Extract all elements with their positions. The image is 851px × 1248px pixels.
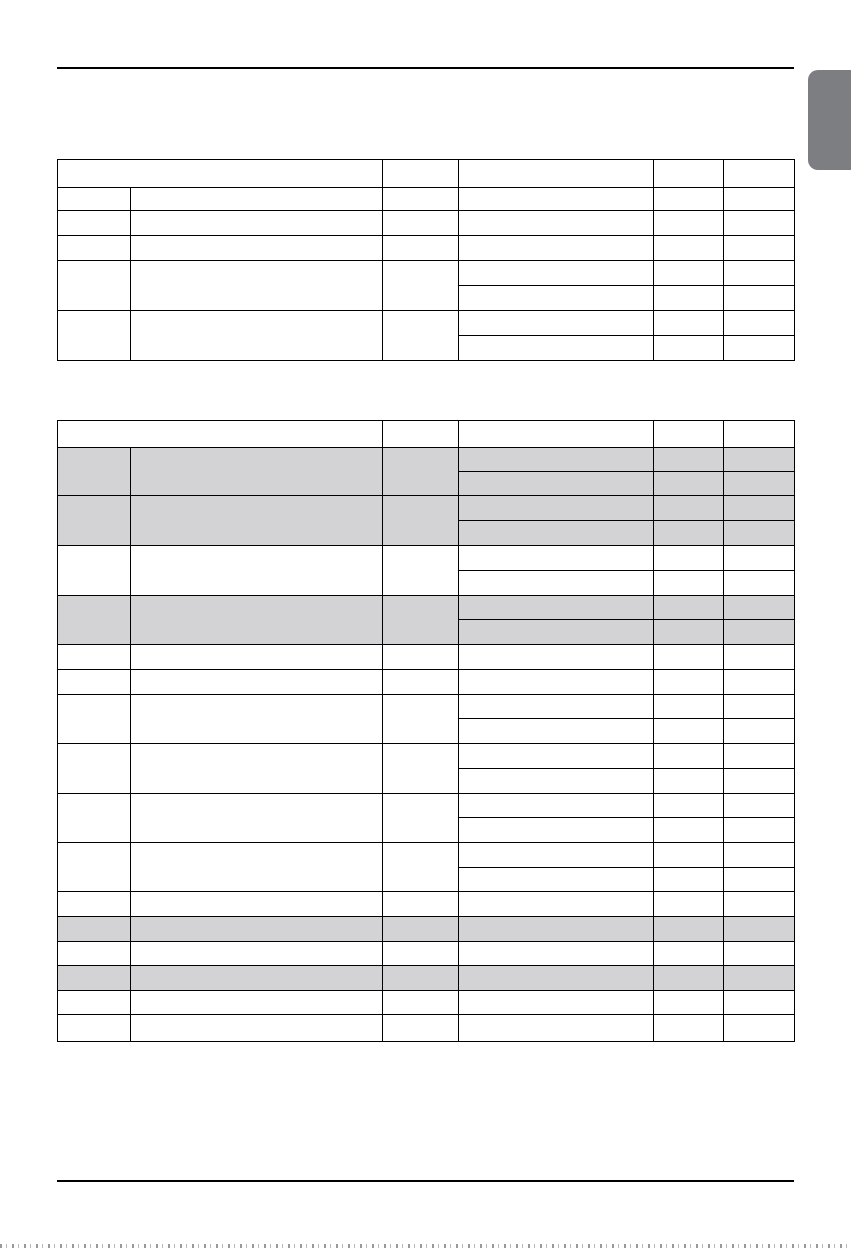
table-cell bbox=[459, 1015, 654, 1042]
table-cell bbox=[58, 744, 131, 794]
table-cell bbox=[724, 472, 795, 496]
table-cell bbox=[383, 744, 459, 794]
table-cell bbox=[383, 236, 459, 261]
table-cell bbox=[724, 695, 795, 719]
table-cell bbox=[58, 261, 131, 311]
table-row bbox=[58, 744, 795, 769]
table-row bbox=[58, 496, 795, 521]
table-2-grid bbox=[57, 420, 795, 1042]
table-cell bbox=[131, 670, 383, 695]
table-cell bbox=[654, 942, 724, 966]
table-2-header-cell bbox=[58, 421, 383, 448]
table-cell bbox=[654, 261, 724, 286]
table-1-header-cell bbox=[459, 160, 654, 188]
table-cell bbox=[383, 966, 459, 991]
table-cell bbox=[459, 868, 654, 892]
table-cell bbox=[58, 670, 131, 695]
table-cell bbox=[131, 211, 383, 236]
table-cell bbox=[724, 892, 795, 917]
table-cell bbox=[58, 892, 131, 917]
table-row bbox=[58, 1015, 795, 1042]
table-cell bbox=[131, 596, 383, 645]
table-cell bbox=[724, 496, 795, 521]
table-cell bbox=[459, 496, 654, 521]
table-cell bbox=[459, 571, 654, 596]
spec-table-1 bbox=[57, 159, 794, 361]
table-row bbox=[58, 448, 795, 472]
table-1-grid bbox=[57, 159, 795, 361]
table-cell bbox=[58, 188, 131, 211]
table-cell bbox=[459, 472, 654, 496]
table-cell bbox=[131, 236, 383, 261]
table-2-header-cell bbox=[654, 421, 724, 448]
table-row bbox=[58, 843, 795, 868]
table-cell bbox=[459, 521, 654, 546]
table-cell bbox=[724, 188, 795, 211]
table-row bbox=[58, 546, 795, 571]
table-cell bbox=[459, 794, 654, 818]
table-cell bbox=[459, 311, 654, 336]
table-cell bbox=[459, 966, 654, 991]
table-row bbox=[58, 670, 795, 695]
table-cell bbox=[58, 546, 131, 596]
table-cell bbox=[58, 695, 131, 744]
table-row bbox=[58, 311, 795, 336]
table-cell bbox=[459, 620, 654, 645]
table-cell bbox=[654, 892, 724, 917]
table-cell bbox=[459, 744, 654, 769]
table-cell bbox=[383, 892, 459, 917]
table-cell bbox=[724, 521, 795, 546]
table-cell bbox=[131, 261, 383, 311]
table-cell bbox=[654, 1015, 724, 1042]
table-cell bbox=[58, 236, 131, 261]
table-cell bbox=[383, 211, 459, 236]
table-cell bbox=[383, 670, 459, 695]
table-cell bbox=[459, 670, 654, 695]
table-cell bbox=[383, 991, 459, 1015]
table-cell bbox=[131, 546, 383, 596]
table-cell bbox=[383, 496, 459, 546]
table-cell bbox=[383, 311, 459, 361]
table-row bbox=[58, 892, 795, 917]
table-cell bbox=[383, 188, 459, 211]
table-cell bbox=[383, 546, 459, 596]
table-cell bbox=[58, 991, 131, 1015]
table-cell bbox=[459, 942, 654, 966]
table-cell bbox=[131, 496, 383, 546]
table-2-header-cell bbox=[383, 421, 459, 448]
table-cell bbox=[459, 211, 654, 236]
table-cell bbox=[654, 670, 724, 695]
table-cell bbox=[131, 695, 383, 744]
table-cell bbox=[383, 645, 459, 670]
table-cell bbox=[383, 917, 459, 942]
table-cell bbox=[724, 670, 795, 695]
table-2-header-row bbox=[58, 421, 795, 448]
table-cell bbox=[654, 286, 724, 311]
table-cell bbox=[654, 521, 724, 546]
table-cell bbox=[131, 942, 383, 966]
table-cell bbox=[459, 719, 654, 744]
table-row bbox=[58, 188, 795, 211]
table-cell bbox=[383, 596, 459, 645]
table-cell bbox=[58, 311, 131, 361]
table-row bbox=[58, 261, 795, 286]
table-cell bbox=[58, 645, 131, 670]
table-cell bbox=[383, 942, 459, 966]
table-cell bbox=[654, 496, 724, 521]
table-cell bbox=[459, 546, 654, 571]
table-cell bbox=[58, 794, 131, 843]
table-cell bbox=[654, 794, 724, 818]
table-row bbox=[58, 942, 795, 966]
scan-edge-marks bbox=[0, 1244, 851, 1248]
table-cell bbox=[459, 917, 654, 942]
table-cell bbox=[459, 645, 654, 670]
table-cell bbox=[58, 917, 131, 942]
table-cell bbox=[654, 991, 724, 1015]
table-row bbox=[58, 211, 795, 236]
table-cell bbox=[724, 645, 795, 670]
table-row bbox=[58, 596, 795, 620]
table-row bbox=[58, 695, 795, 719]
table-cell bbox=[131, 1015, 383, 1042]
table-cell bbox=[724, 868, 795, 892]
table-cell bbox=[131, 917, 383, 942]
table-cell bbox=[131, 744, 383, 794]
table-cell bbox=[724, 620, 795, 645]
table-cell bbox=[131, 448, 383, 496]
table-cell bbox=[654, 448, 724, 472]
table-cell bbox=[724, 546, 795, 571]
table-cell bbox=[58, 1015, 131, 1042]
table-cell bbox=[131, 311, 383, 361]
table-cell bbox=[724, 719, 795, 744]
table-cell bbox=[654, 571, 724, 596]
table-cell bbox=[654, 843, 724, 868]
table-row bbox=[58, 645, 795, 670]
table-cell bbox=[131, 966, 383, 991]
table-cell bbox=[654, 744, 724, 769]
table-cell bbox=[459, 695, 654, 719]
table-cell bbox=[131, 843, 383, 892]
table-cell bbox=[654, 236, 724, 261]
table-cell bbox=[383, 794, 459, 843]
table-cell bbox=[654, 472, 724, 496]
table-cell bbox=[383, 1015, 459, 1042]
table-row bbox=[58, 991, 795, 1015]
table-1-header-cell bbox=[58, 160, 383, 188]
table-cell bbox=[724, 571, 795, 596]
table-cell bbox=[459, 236, 654, 261]
table-cell bbox=[724, 596, 795, 620]
table-cell bbox=[724, 843, 795, 868]
table-cell bbox=[724, 236, 795, 261]
table-cell bbox=[459, 892, 654, 917]
footer-rule bbox=[57, 1180, 794, 1182]
table-cell bbox=[459, 818, 654, 843]
table-cell bbox=[724, 311, 795, 336]
table-cell bbox=[724, 448, 795, 472]
table-cell bbox=[131, 991, 383, 1015]
section-side-tab bbox=[808, 70, 851, 170]
table-cell bbox=[131, 892, 383, 917]
table-cell bbox=[131, 794, 383, 843]
table-cell bbox=[459, 596, 654, 620]
table-cell bbox=[724, 794, 795, 818]
table-cell bbox=[58, 596, 131, 645]
table-cell bbox=[459, 991, 654, 1015]
table-cell bbox=[58, 211, 131, 236]
spec-table-2 bbox=[57, 420, 794, 1042]
table-cell bbox=[724, 286, 795, 311]
table-cell bbox=[58, 966, 131, 991]
table-cell bbox=[459, 336, 654, 361]
table-cell bbox=[654, 645, 724, 670]
table-cell bbox=[383, 695, 459, 744]
table-cell bbox=[654, 188, 724, 211]
table-row bbox=[58, 917, 795, 942]
table-cell bbox=[459, 286, 654, 311]
table-cell bbox=[654, 211, 724, 236]
table-cell bbox=[654, 917, 724, 942]
table-cell bbox=[724, 966, 795, 991]
table-cell bbox=[58, 496, 131, 546]
table-cell bbox=[58, 843, 131, 892]
table-cell bbox=[459, 188, 654, 211]
table-cell bbox=[654, 719, 724, 744]
table-cell bbox=[58, 448, 131, 496]
table-row bbox=[58, 966, 795, 991]
table-cell bbox=[654, 695, 724, 719]
table-1-header-cell bbox=[654, 160, 724, 188]
header-rule bbox=[57, 67, 794, 69]
table-1-header-row bbox=[58, 160, 795, 188]
table-1-header-cell bbox=[383, 160, 459, 188]
table-cell bbox=[724, 818, 795, 843]
table-cell bbox=[459, 261, 654, 286]
table-cell bbox=[58, 942, 131, 966]
table-cell bbox=[459, 843, 654, 868]
table-cell bbox=[654, 966, 724, 991]
table-cell bbox=[654, 620, 724, 645]
table-cell bbox=[654, 818, 724, 843]
table-cell bbox=[654, 868, 724, 892]
table-cell bbox=[724, 211, 795, 236]
table-cell bbox=[724, 917, 795, 942]
table-cell bbox=[654, 336, 724, 361]
table-cell bbox=[724, 769, 795, 794]
table-cell bbox=[654, 769, 724, 794]
table-cell bbox=[383, 261, 459, 311]
table-cell bbox=[724, 1015, 795, 1042]
table-cell bbox=[724, 744, 795, 769]
table-2-header-cell bbox=[459, 421, 654, 448]
table-cell bbox=[724, 991, 795, 1015]
table-cell bbox=[131, 188, 383, 211]
table-2-header-cell bbox=[724, 421, 795, 448]
table-cell bbox=[654, 596, 724, 620]
table-cell bbox=[724, 261, 795, 286]
table-cell bbox=[383, 843, 459, 892]
table-cell bbox=[459, 769, 654, 794]
table-cell bbox=[131, 645, 383, 670]
table-1-header-cell bbox=[724, 160, 795, 188]
table-cell bbox=[654, 546, 724, 571]
table-row bbox=[58, 236, 795, 261]
table-cell bbox=[459, 448, 654, 472]
table-cell bbox=[654, 311, 724, 336]
table-cell bbox=[383, 448, 459, 496]
table-cell bbox=[724, 336, 795, 361]
table-row bbox=[58, 794, 795, 818]
table-cell bbox=[724, 942, 795, 966]
